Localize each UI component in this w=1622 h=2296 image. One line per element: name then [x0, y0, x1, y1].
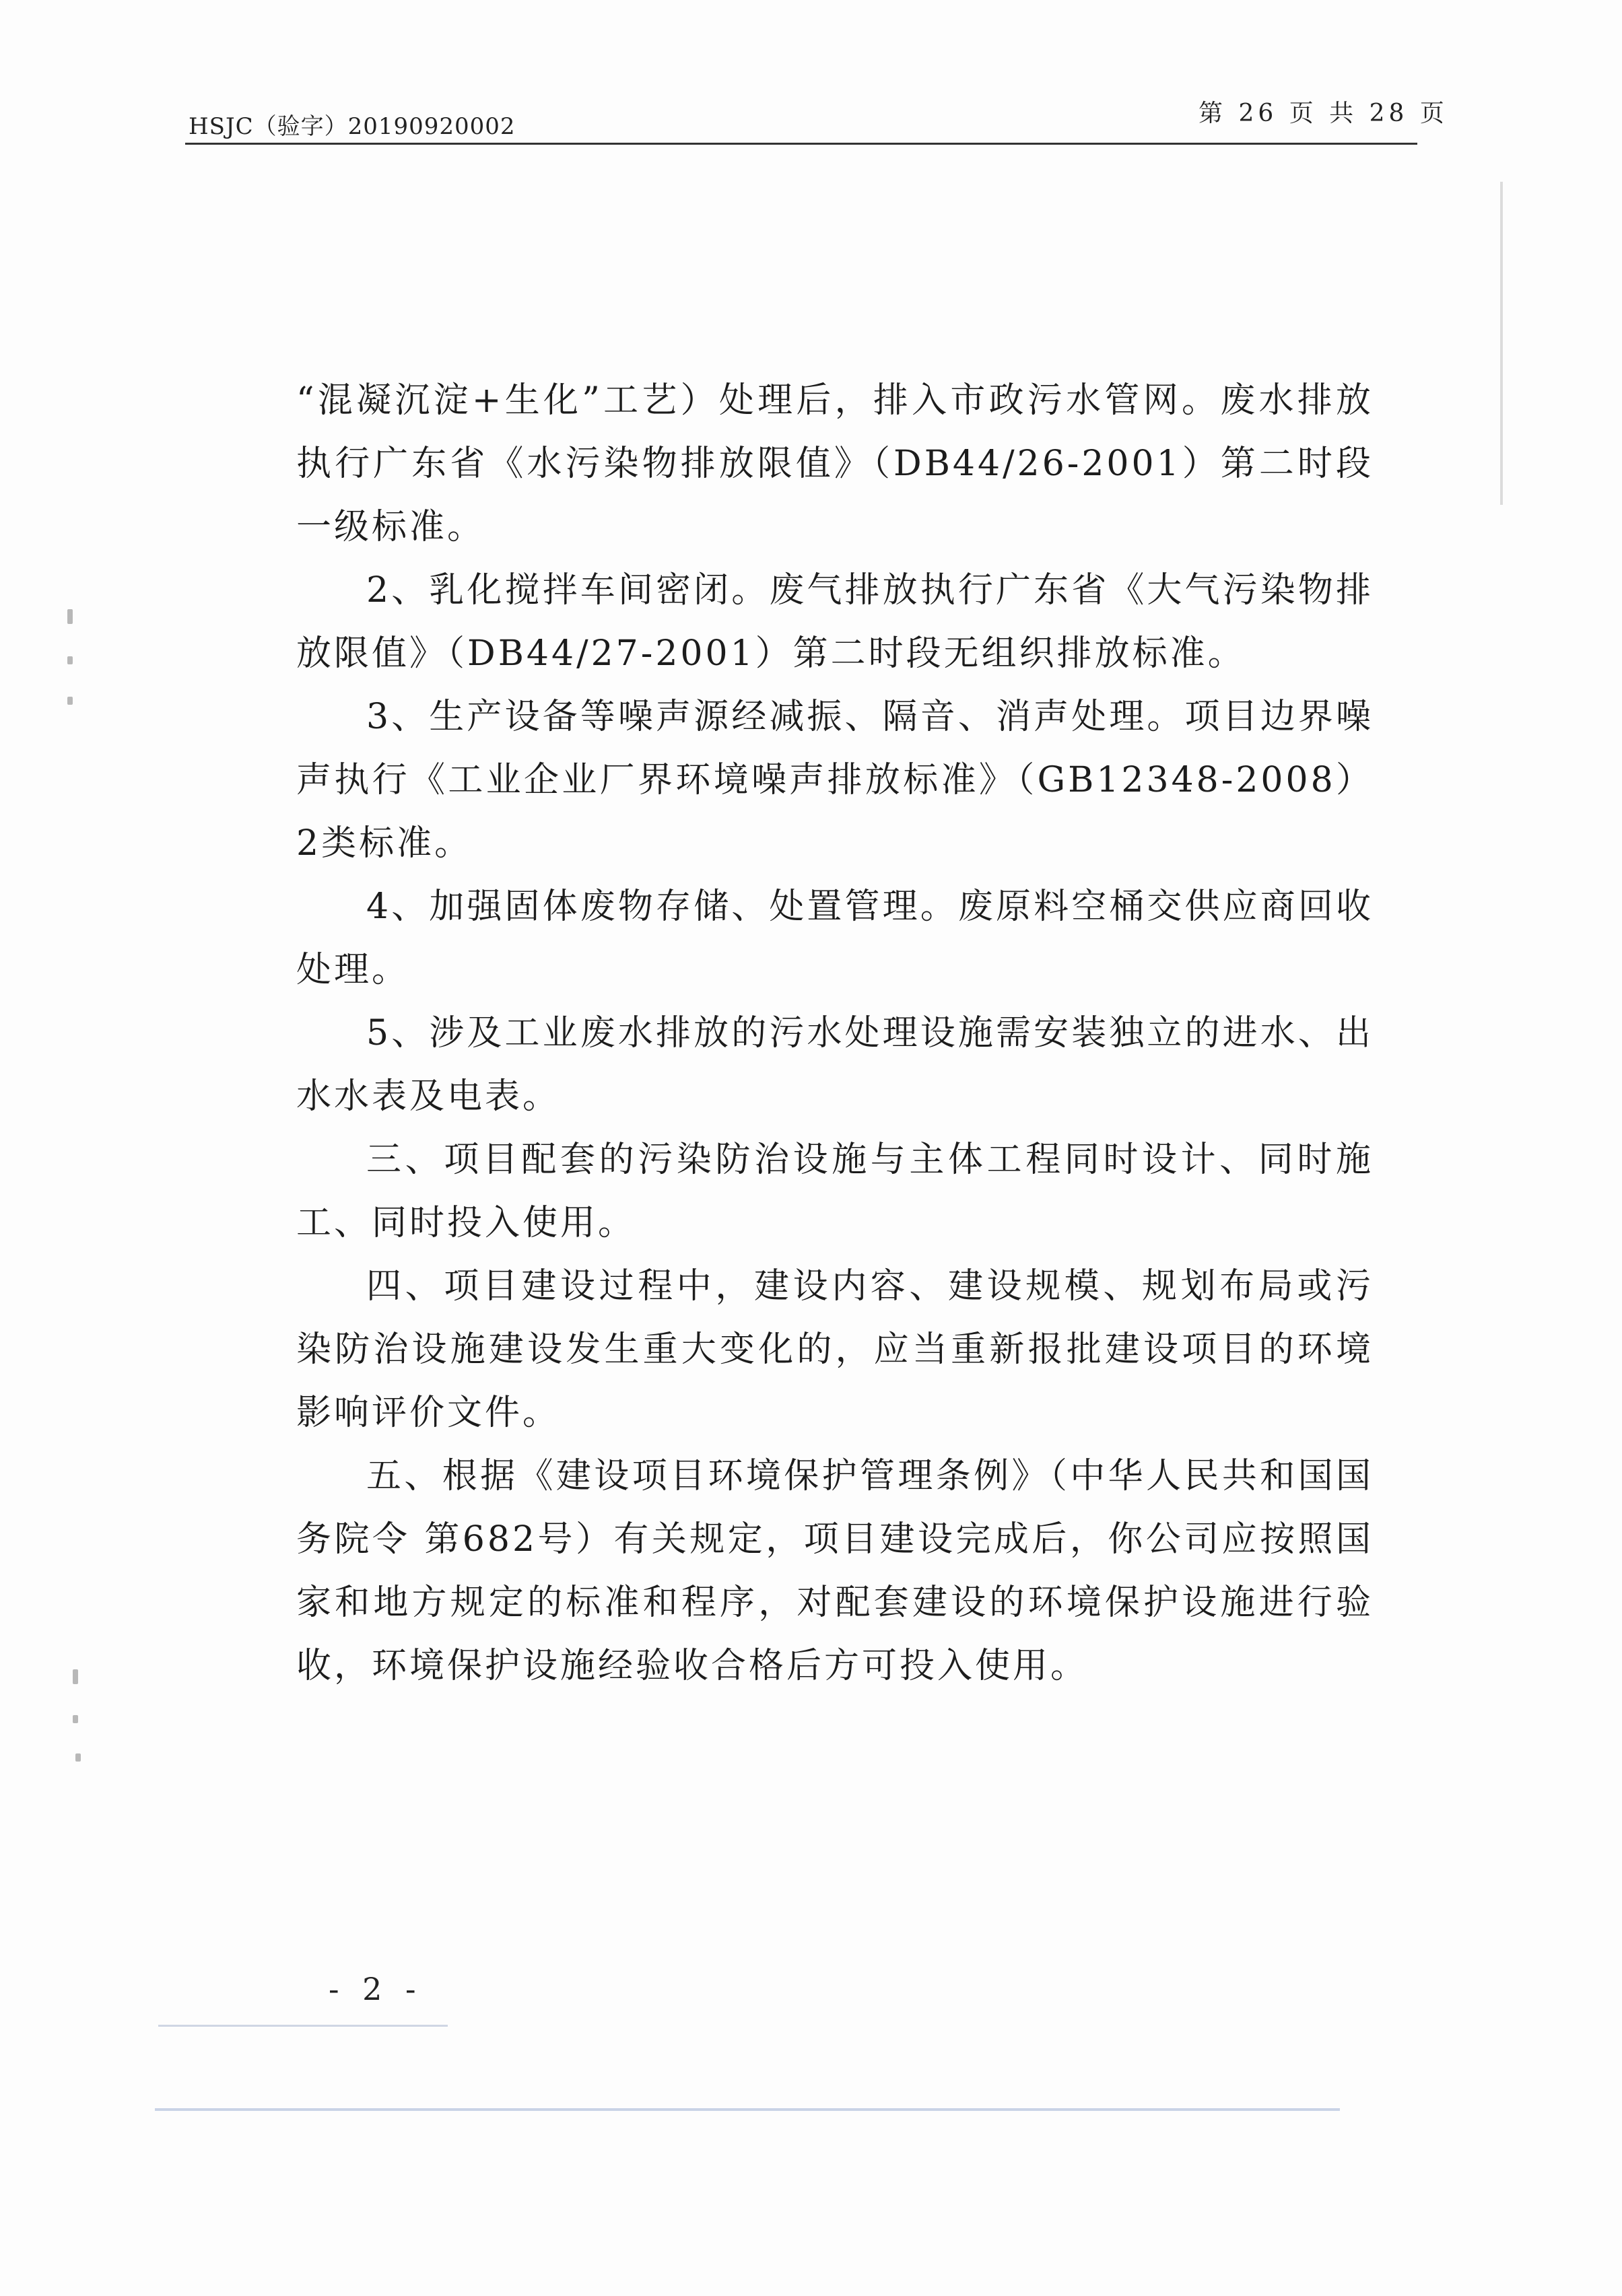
body-paragraph: 3、生产设备等噪声源经减振、隔音、消声处理。项目边界噪声执行《工业企业厂界环境噪声排放标准》（GB12348-2008）2类标准。: [296, 697, 1374, 864]
footer-page-number: - 2 -: [329, 1971, 423, 2007]
binding-hole-mark: [75, 1753, 81, 1762]
body-paragraph: “混凝沉淀+生化”工艺）处理后，排入市政污水管网。废水排放执行广东省《水污染物排放限值》（DB44/26-2001）第二时段一级标准。: [296, 380, 1374, 547]
body-paragraph: 三、项目配套的污染防治设施与主体工程同时设计、同时施工、同时投入使用。: [296, 1140, 1374, 1243]
binding-hole-mark: [67, 697, 73, 705]
document-body: [296, 369, 1374, 1698]
footer-rule: [158, 2025, 448, 2027]
binding-hole-mark: [67, 609, 73, 624]
report-number: HSJC（验字）20190920002: [189, 113, 516, 140]
body-paragraph: 4、加强固体废物存储、处置管理。废原料空桶交供应商回收处理。: [296, 886, 1374, 990]
body-paragraph: 五、根据《建设项目环境保护管理条例》（中华人民共和国国务院令 第682号）有关规定，项目建设完成后，你公司应按照国家和地方规定的标准和程序，对配套建设的环境保护设施进行验收，环境保护设施经验收合格后方可投入使用。: [296, 1456, 1374, 1686]
body-paragraph: 四、项目建设过程中，建设内容、建设规模、规划布局或污染防治设施建设发生重大变化的，应当重新报批建设项目的环境影响评价文件。: [296, 1266, 1374, 1433]
body-paragraph: 5、涉及工业废水排放的污水处理设施需安装独立的进水、出水水表及电表。: [296, 1013, 1374, 1117]
body-paragraph: 2、乳化搅拌车间密闭。废气排放执行广东省《大气污染物排放限值》（DB44/27-2001）第二时段无组织排放标准。: [296, 570, 1374, 674]
binding-hole-mark: [67, 656, 73, 664]
footer-rule: [155, 2108, 1340, 2111]
scan-edge-line: [1500, 182, 1503, 505]
binding-hole-mark: [73, 1669, 78, 1684]
binding-hole-mark: [73, 1715, 78, 1723]
page-count: 第 26 页 共 28 页: [1198, 100, 1448, 127]
header-rule: [185, 143, 1417, 145]
